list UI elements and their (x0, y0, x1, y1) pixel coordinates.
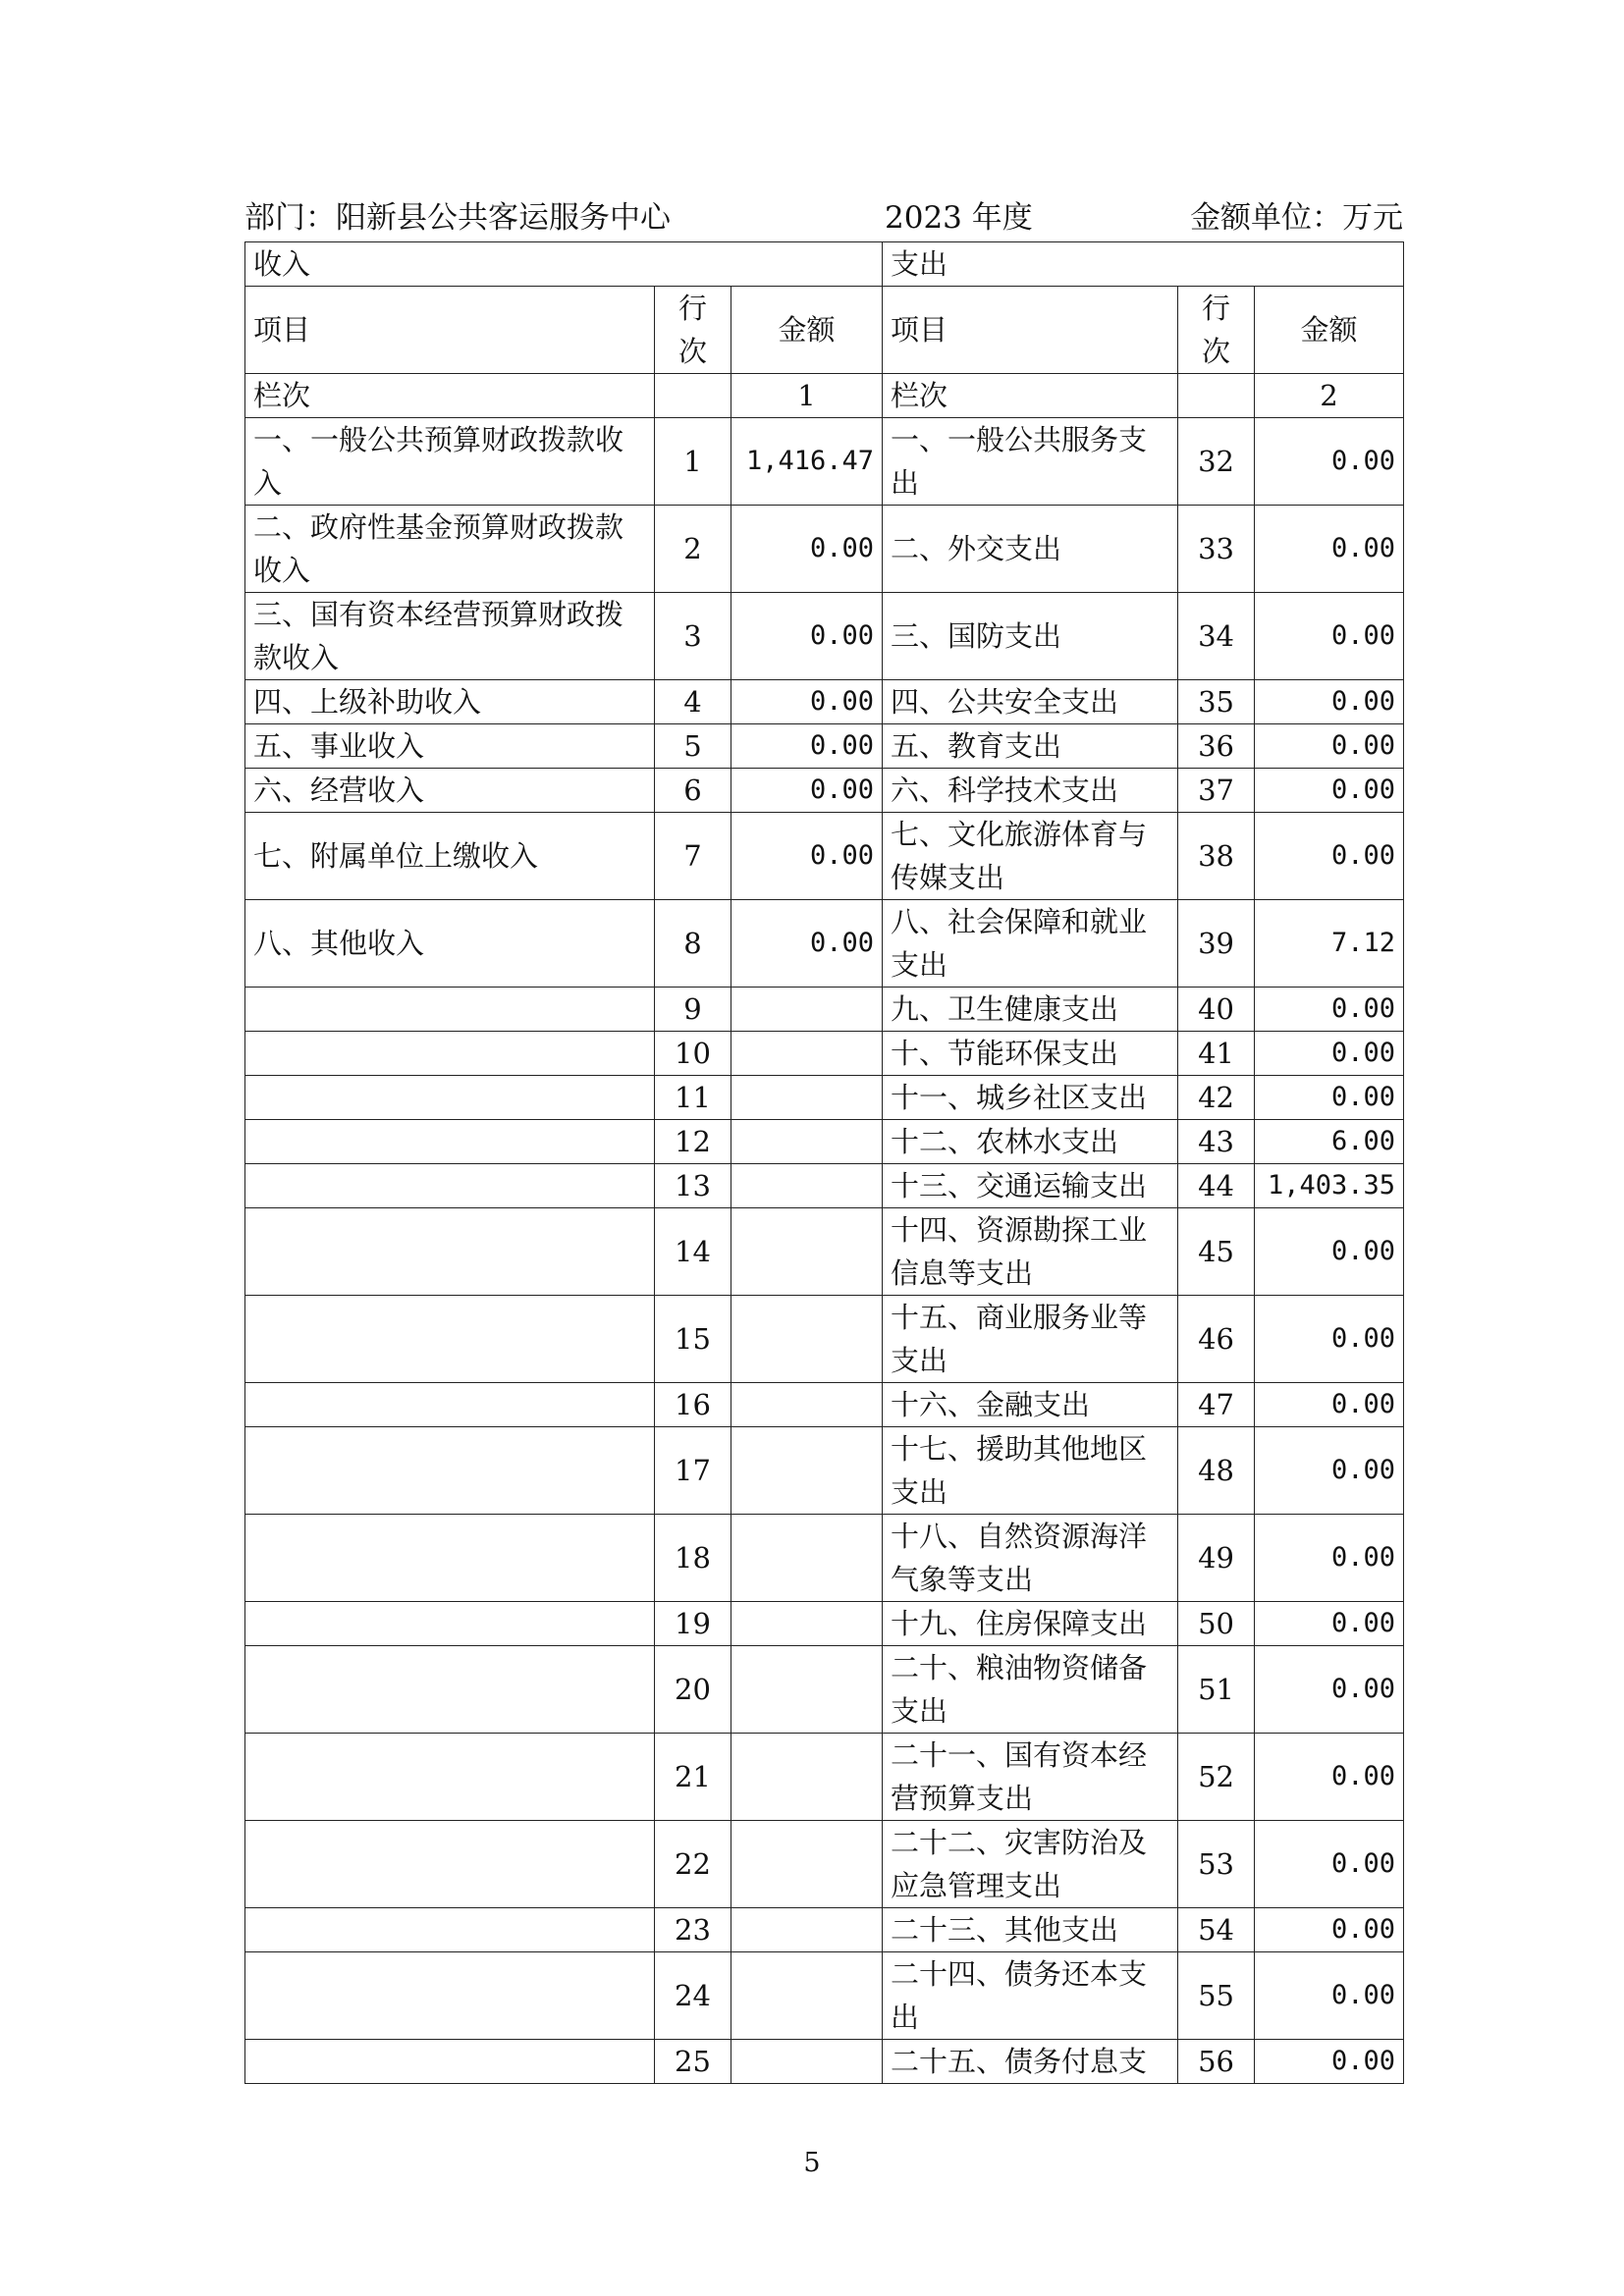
income-amount: 0.00 (731, 593, 883, 680)
income-item-name (245, 1734, 655, 1821)
expense-amount: 0.00 (1255, 1602, 1404, 1646)
income-line-number: 14 (655, 1208, 731, 1296)
expense-line-number: 44 (1178, 1164, 1255, 1208)
income-item-name: 一、一般公共预算财政拨款收入 (245, 418, 655, 506)
expense-line-number: 35 (1178, 680, 1255, 724)
income-amount (731, 1427, 883, 1515)
income-line-number: 4 (655, 680, 731, 724)
expense-item-name: 二十一、国有资本经营预算支出 (883, 1734, 1178, 1821)
income-item-name: 六、经营收入 (245, 769, 655, 813)
table-row (245, 680, 1404, 724)
income-amount: 0.00 (731, 680, 883, 724)
income-line-number: 21 (655, 1734, 731, 1821)
income-line-number: 8 (655, 900, 731, 988)
expense-item-name: 十五、商业服务业等支出 (883, 1296, 1178, 1383)
expense-section-label: 支出 (883, 242, 1404, 287)
table-row (245, 2040, 1404, 2084)
expense-line-number: 47 (1178, 1383, 1255, 1427)
income-amount (731, 1120, 883, 1164)
income-item-name (245, 1821, 655, 1908)
department-label: 部门：阳新县公共客运服务中心 (244, 200, 671, 236)
section-header-row (245, 242, 1404, 287)
expense-line-number: 50 (1178, 1602, 1255, 1646)
expense-item-name: 十三、交通运输支出 (883, 1164, 1178, 1208)
expense-item-name: 二十五、债务付息支 (883, 2040, 1178, 2084)
income-amount (731, 1208, 883, 1296)
income-amount (731, 1602, 883, 1646)
table-row (245, 1164, 1404, 1208)
expense-amount: 0.00 (1255, 1076, 1404, 1120)
income-amount (731, 1821, 883, 1908)
income-item-name (245, 1515, 655, 1602)
income-item-name (245, 1032, 655, 1076)
table-row (245, 900, 1404, 988)
expense-item-name: 四、公共安全支出 (883, 680, 1178, 724)
expense-item-name: 二十二、灾害防治及应急管理支出 (883, 1821, 1178, 1908)
expense-line-number: 56 (1178, 2040, 1255, 2084)
expense-line-number: 52 (1178, 1734, 1255, 1821)
expense-line-number: 42 (1178, 1076, 1255, 1120)
expense-amount: 0.00 (1255, 724, 1404, 769)
income-item-name: 四、上级补助收入 (245, 680, 655, 724)
table-row (245, 724, 1404, 769)
income-amount (731, 1734, 883, 1821)
expense-line-number: 34 (1178, 593, 1255, 680)
income-line-number: 25 (655, 2040, 731, 2084)
expense-amount: 0.00 (1255, 1383, 1404, 1427)
table-row (245, 1821, 1404, 1908)
expense-amount: 0.00 (1255, 1908, 1404, 1952)
income-amount: 0.00 (731, 506, 883, 593)
income-item-name (245, 1602, 655, 1646)
expense-item-name: 十二、农林水支出 (883, 1120, 1178, 1164)
income-line-number: 11 (655, 1076, 731, 1120)
income-item-name (245, 1646, 655, 1734)
expense-amount: 0.00 (1255, 769, 1404, 813)
expense-column-number: 2 (1255, 374, 1404, 418)
income-line-number: 10 (655, 1032, 731, 1076)
expense-line-number: 55 (1178, 1952, 1255, 2040)
expense-order-label: 栏次 (883, 374, 1178, 418)
income-item-name (245, 2040, 655, 2084)
table-row (245, 1120, 1404, 1164)
expense-amount: 0.00 (1255, 988, 1404, 1032)
expense-line-number: 36 (1178, 724, 1255, 769)
table-row (245, 1383, 1404, 1427)
income-line-number: 18 (655, 1515, 731, 1602)
income-line-number: 3 (655, 593, 731, 680)
expense-amount: 0.00 (1255, 2040, 1404, 2084)
income-item-name (245, 1296, 655, 1383)
income-line-number: 20 (655, 1646, 731, 1734)
income-amount (731, 1646, 883, 1734)
income-line-number: 5 (655, 724, 731, 769)
expense-line-number: 38 (1178, 813, 1255, 900)
expense-line-number: 51 (1178, 1646, 1255, 1734)
expense-item-name: 二十三、其他支出 (883, 1908, 1178, 1952)
income-line-number: 22 (655, 1821, 731, 1908)
income-column-number: 1 (731, 374, 883, 418)
expense-amount-header: 金额 (1255, 287, 1404, 374)
expense-line-number: 54 (1178, 1908, 1255, 1952)
expense-item-name: 六、科学技术支出 (883, 769, 1178, 813)
income-amount (731, 988, 883, 1032)
table-row (245, 1952, 1404, 2040)
income-item-name (245, 1952, 655, 2040)
income-amount (731, 1164, 883, 1208)
expense-item-name: 七、文化旅游体育与传媒支出 (883, 813, 1178, 900)
expense-item-name: 十四、资源勘探工业信息等支出 (883, 1208, 1178, 1296)
expense-amount: 0.00 (1255, 680, 1404, 724)
expense-amount: 0.00 (1255, 506, 1404, 593)
expense-line-number: 49 (1178, 1515, 1255, 1602)
income-order-line-cell (655, 374, 731, 418)
income-item-name: 七、附属单位上缴收入 (245, 813, 655, 900)
income-expense-table (244, 241, 1404, 2084)
expense-item-name: 一、一般公共服务支出 (883, 418, 1178, 506)
expense-amount: 0.00 (1255, 1296, 1404, 1383)
expense-line-number: 37 (1178, 769, 1255, 813)
page-number: 5 (803, 2148, 821, 2178)
expense-line-number: 48 (1178, 1427, 1255, 1515)
income-line-number: 6 (655, 769, 731, 813)
expense-amount: 0.00 (1255, 1646, 1404, 1734)
income-amount (731, 1383, 883, 1427)
income-item-name (245, 1383, 655, 1427)
income-amount (731, 2040, 883, 2084)
expense-item-name: 五、教育支出 (883, 724, 1178, 769)
table-row (245, 1427, 1404, 1515)
expense-item-name: 十七、援助其他地区支出 (883, 1427, 1178, 1515)
income-line-number: 17 (655, 1427, 731, 1515)
fiscal-year-label: 2023 年度 (885, 200, 1033, 236)
expense-line-number: 53 (1178, 1821, 1255, 1908)
income-line-number: 13 (655, 1164, 731, 1208)
income-section-label: 收入 (245, 242, 883, 287)
expense-amount: 0.00 (1255, 1032, 1404, 1076)
table-row (245, 1515, 1404, 1602)
income-order-label: 栏次 (245, 374, 655, 418)
income-item-name (245, 988, 655, 1032)
expense-item-name: 九、卫生健康支出 (883, 988, 1178, 1032)
income-item-name: 三、国有资本经营预算财政拨款收入 (245, 593, 655, 680)
income-line-header: 行 次 (655, 287, 731, 374)
expense-item-header: 项目 (883, 287, 1178, 374)
expense-amount: 0.00 (1255, 1427, 1404, 1515)
income-line-number: 24 (655, 1952, 731, 2040)
amount-unit-label: 金额单位：万元 (1190, 200, 1403, 236)
income-line-number: 7 (655, 813, 731, 900)
expense-line-number: 43 (1178, 1120, 1255, 1164)
expense-item-name: 十六、金融支出 (883, 1383, 1178, 1427)
table-row (245, 1032, 1404, 1076)
expense-line-number: 39 (1178, 900, 1255, 988)
income-item-name (245, 1208, 655, 1296)
table-row (245, 418, 1404, 506)
expense-line-number: 41 (1178, 1032, 1255, 1076)
income-line-number: 19 (655, 1602, 731, 1646)
expense-line-number: 32 (1178, 418, 1255, 506)
expense-amount: 0.00 (1255, 1952, 1404, 2040)
table-body (245, 242, 1404, 2084)
income-amount (731, 1296, 883, 1383)
table-row (245, 1908, 1404, 1952)
income-amount (731, 1952, 883, 2040)
income-amount: 0.00 (731, 900, 883, 988)
expense-amount: 6.00 (1255, 1120, 1404, 1164)
expense-amount: 0.00 (1255, 1208, 1404, 1296)
income-line-number: 15 (655, 1296, 731, 1383)
income-line-number: 12 (655, 1120, 731, 1164)
table-row (245, 1734, 1404, 1821)
income-item-name (245, 1164, 655, 1208)
income-amount-header: 金额 (731, 287, 883, 374)
expense-item-name: 十八、自然资源海洋气象等支出 (883, 1515, 1178, 1602)
income-item-name: 二、政府性基金预算财政拨款收入 (245, 506, 655, 593)
expense-item-name: 十九、住房保障支出 (883, 1602, 1178, 1646)
income-line-number: 2 (655, 506, 731, 593)
table-row (245, 1296, 1404, 1383)
page-header (244, 196, 1403, 240)
income-amount: 0.00 (731, 813, 883, 900)
table-row (245, 988, 1404, 1032)
expense-amount: 1,403.35 (1255, 1164, 1404, 1208)
expense-amount: 0.00 (1255, 1734, 1404, 1821)
expense-item-name: 二十四、债务还本支出 (883, 1952, 1178, 2040)
income-line-number: 16 (655, 1383, 731, 1427)
table-row (245, 1602, 1404, 1646)
income-amount (731, 1908, 883, 1952)
income-item-name (245, 1427, 655, 1515)
expense-amount: 0.00 (1255, 1515, 1404, 1602)
expense-item-name: 二、外交支出 (883, 506, 1178, 593)
column-header-row (245, 287, 1404, 374)
income-item-name (245, 1908, 655, 1952)
income-line-number: 9 (655, 988, 731, 1032)
table-row (245, 1646, 1404, 1734)
table-row (245, 769, 1404, 813)
expense-amount: 0.00 (1255, 418, 1404, 506)
expense-order-line-cell (1178, 374, 1255, 418)
income-line-number: 1 (655, 418, 731, 506)
income-amount (731, 1032, 883, 1076)
expense-line-number: 45 (1178, 1208, 1255, 1296)
income-item-name: 八、其他收入 (245, 900, 655, 988)
table-row (245, 813, 1404, 900)
income-line-number: 23 (655, 1908, 731, 1952)
income-item-name (245, 1076, 655, 1120)
expense-amount: 0.00 (1255, 593, 1404, 680)
expense-line-number: 33 (1178, 506, 1255, 593)
income-amount: 1,416.47 (731, 418, 883, 506)
income-amount: 0.00 (731, 769, 883, 813)
table-row (245, 593, 1404, 680)
table-row (245, 506, 1404, 593)
expense-amount: 0.00 (1255, 813, 1404, 900)
expense-line-header: 行 次 (1178, 287, 1255, 374)
expense-item-name: 十、节能环保支出 (883, 1032, 1178, 1076)
income-amount (731, 1076, 883, 1120)
expense-line-number: 40 (1178, 988, 1255, 1032)
expense-item-name: 八、社会保障和就业支出 (883, 900, 1178, 988)
income-item-header: 项目 (245, 287, 655, 374)
income-item-name (245, 1120, 655, 1164)
expense-item-name: 十一、城乡社区支出 (883, 1076, 1178, 1120)
expense-item-name: 二十、粮油物资储备支出 (883, 1646, 1178, 1734)
table-row (245, 1076, 1404, 1120)
income-amount: 0.00 (731, 724, 883, 769)
column-order-row (245, 374, 1404, 418)
expense-amount: 0.00 (1255, 1821, 1404, 1908)
table-row (245, 1208, 1404, 1296)
expense-item-name: 三、国防支出 (883, 593, 1178, 680)
income-item-name: 五、事业收入 (245, 724, 655, 769)
income-amount (731, 1515, 883, 1602)
expense-line-number: 46 (1178, 1296, 1255, 1383)
expense-amount: 7.12 (1255, 900, 1404, 988)
